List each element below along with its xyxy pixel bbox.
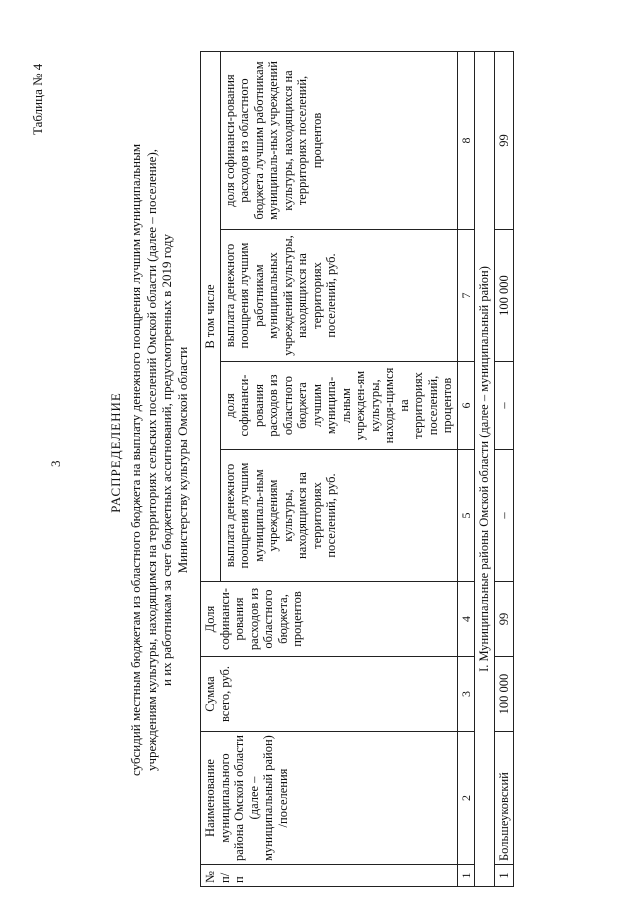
header-inst-pay: выплата денежного поощрения лучшим муниципаль-ным учреждениям культуры, находящимся на территориях поселений, руб. <box>220 450 457 582</box>
column-number: 4 <box>457 582 475 657</box>
cell-num: 1 <box>494 865 514 887</box>
column-number: 6 <box>457 362 475 450</box>
header-row <box>201 52 221 887</box>
header-worker-share: доля софинанси-рования расходов из областного бюджета лучшим работникам муниципаль-ных учреждений культуры, находящихся на территориях поселений, процентов <box>220 52 457 230</box>
cell-inst-share: – <box>494 362 514 450</box>
header-total: Сумма всего, руб. <box>201 657 458 732</box>
column-number: 3 <box>457 657 475 732</box>
section-title: I. Муниципальные районы Омской области (далее – муниципальный район) <box>475 52 495 887</box>
subtitle-line: и их работникам за счет бюджетных ассигнований, предусмотренных в 2019 году <box>159 233 174 687</box>
document-subtitle <box>128 110 190 810</box>
header-share: Доля софинанси-рования расходов из областного бюджета, процентов <box>201 582 458 657</box>
column-number-row <box>457 52 475 887</box>
table-row <box>494 52 514 887</box>
header-inst-share: доля софинанси-рования расходов из областного бюджета лучшим муниципа-льным учрежден-ям культуры, находя-щимся на территориях поселений, процентов <box>220 362 457 450</box>
header-group: В том числе <box>201 52 221 582</box>
distribution-table <box>200 51 514 887</box>
column-number: 1 <box>457 865 475 887</box>
cell-worker-share: 99 <box>494 52 514 230</box>
header-num: № п/п <box>201 865 458 887</box>
cell-inst-pay: – <box>494 450 514 582</box>
subtitle-line: Министерству культуры Омской области <box>174 346 190 574</box>
page-number: 3 <box>48 460 63 467</box>
column-number: 5 <box>457 450 475 582</box>
column-number: 7 <box>457 230 475 362</box>
cell-worker-pay: 100 000 <box>494 230 514 362</box>
document-title: РАСПРЕДЕЛЕНИЕ <box>108 392 123 513</box>
table-label: Таблица № 4 <box>30 63 45 135</box>
cell-name: Большеуковский <box>494 732 514 865</box>
subtitle-line: субсидий местным бюджетам из областного бюджета на выплату денежного поощрения лучшим муниципальным <box>128 143 143 777</box>
cell-share: 99 <box>494 582 514 657</box>
section-row <box>475 52 495 887</box>
header-name: Наименование муниципального района Омской области (далее – муниципальный район) /поселения <box>201 732 458 865</box>
cell-total: 100 000 <box>494 657 514 732</box>
column-number: 2 <box>457 732 475 865</box>
header-worker-pay: выплата денежного поощрения лучшим работникам муниципальных учреждений культуры, находящихся на территориях поселений, руб. <box>220 230 457 362</box>
column-number: 8 <box>457 52 475 230</box>
subtitle-line: учреждениям культуры, находящимся на территориях сельских поселений Омской области (далее – поселение), <box>143 148 159 772</box>
